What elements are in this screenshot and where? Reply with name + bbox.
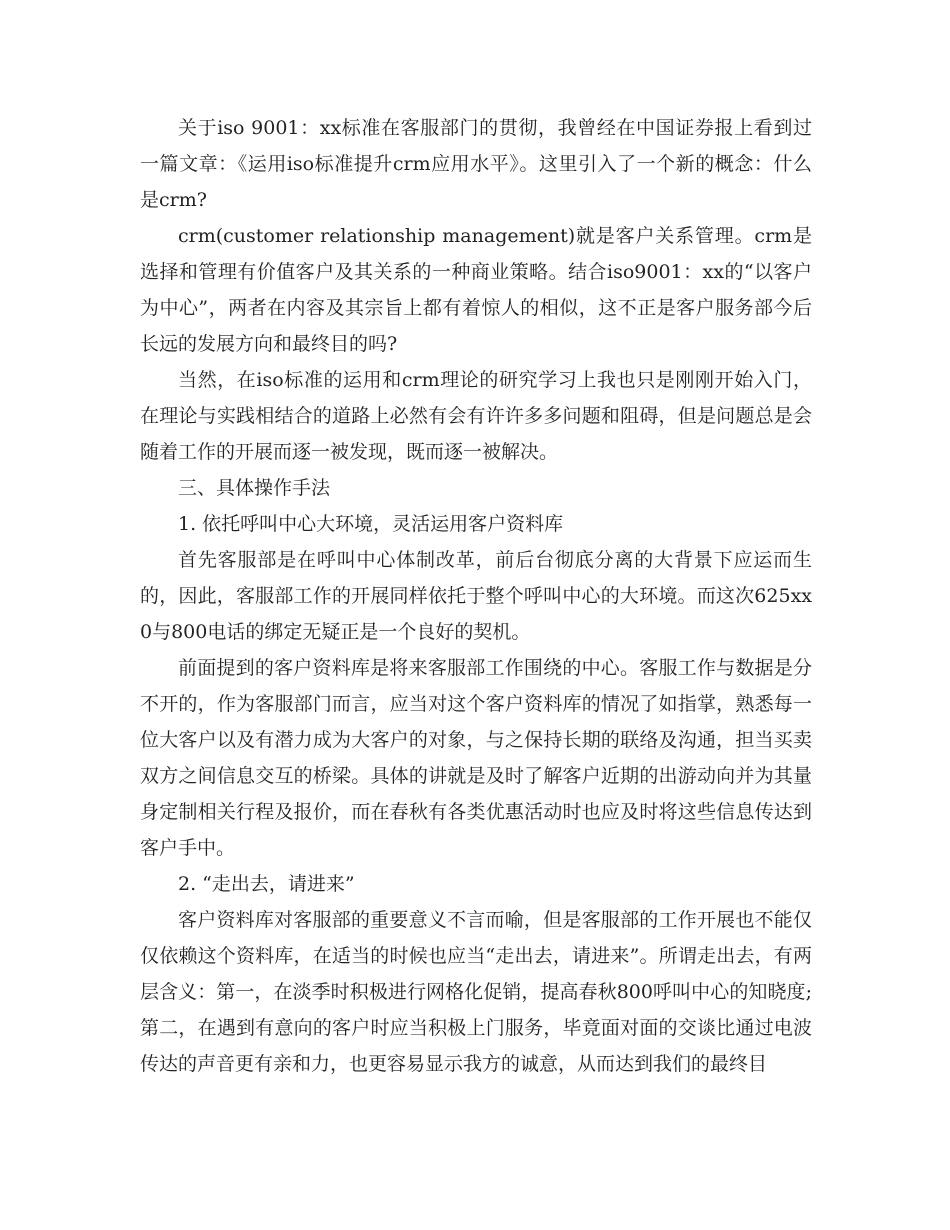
subheading-call-center: 1. 依托呼叫中心大环境，灵活运用客户资料库: [178, 513, 564, 535]
paragraph-customer-service-origin: 首先客服部是在呼叫中心体制改革，前后台彻底分离的大背景下应运而生的，因此，客服部工作的开展同样依托于整个呼叫中心的大环境。而这次625xx0与800电话的绑定无疑正是一个良好的契机。: [140, 549, 812, 643]
document-body: [140, 110, 812, 1082]
paragraph-go-out-invite-in: 客户资料库对客服部的重要意义不言而喻，但是客服部的工作开展也不能仅仅依赖这个资料库，在适当的时候也应当“走出去，请进来”。所谓走出去，有两层含义：第一，在淡季时积极进行网格化促销，提高春秋800呼叫中心的知晓度;第二，在遇到有意向的客户时应当积极上门服务，毕竟面对面的交谈比通过电波传达的声音更有亲和力，也更容易显示我方的诚意，从而达到我们的最终目: [140, 909, 812, 1075]
paragraph-crm-definition: crm(customer relationship management)就是客户关系管理。crm是选择和管理有价值客户及其关系的一种商业策略。结合iso9001：xx的“以客户为中心”，两者在内容及其宗旨上都有着惊人的相似，这不正是客户服务部今后长远的发展方向和最终目的吗?: [140, 225, 812, 355]
paragraph-iso-article: 关于iso 9001：xx标准在客服部门的贯彻，我曾经在中国证券报上看到过一篇文章：《运用iso标准提升crm应用水平》。这里引入了一个新的概念：什么是crm?: [140, 117, 812, 211]
subheading-go-out-invite-in: 2. “走出去，请进来”: [178, 873, 355, 895]
section-heading-methods: 三、具体操作手法: [178, 477, 331, 499]
paragraph-learning: 当然，在iso标准的运用和crm理论的研究学习上我也只是刚刚开始入门，在理论与实践相结合的道路上必然有会有许许多多问题和阻碍，但是问题总是会随着工作的开展而逐一被发现，既而逐一被解决。: [140, 369, 812, 463]
paragraph-customer-database: 前面提到的客户资料库是将来客服部工作围绕的中心。客服工作与数据是分不开的，作为客服部门而言，应当对这个客户资料库的情况了如指掌，熟悉每一位大客户以及有潜力成为大客户的对象，与之保持长期的联络及沟通，担当买卖双方之间信息交互的桥梁。具体的讲就是及时了解客户近期的出游动向并为其量身定制相关行程及报价，而在春秋有各类优惠活动时也应及时将这些信息传达到客户手中。: [140, 657, 812, 859]
